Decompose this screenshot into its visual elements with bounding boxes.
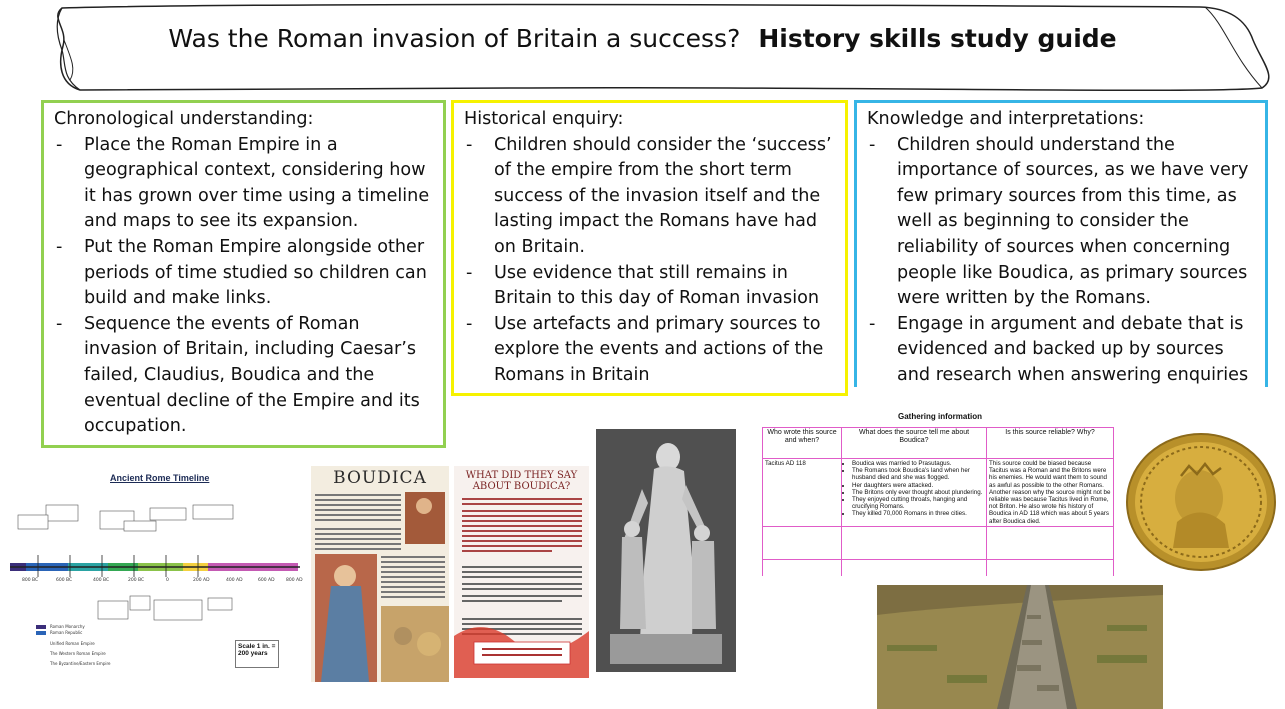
roman-road-photo xyxy=(877,585,1163,709)
axis-tick-label: 800 AD xyxy=(286,578,303,583)
axis-tick-label: 800 BC xyxy=(22,578,39,583)
table-cell-reliable: This source could be biased because Tacitus was a Roman and the Britons were his enemies. He would want them to sound as awful as possible to the other Romans. Another reason why the source might not be reliable was because Tacitus lived in Rome, not Briton. He also wrote his history of Boudica in AD 118 which was about 5 years after Boudica died. xyxy=(987,459,1114,527)
chronological-list xyxy=(54,133,433,440)
list-item: - Sequence the events of Roman invasion of Britain, including Caesar’s failed, Claudius, Boudica and the eventual decline of the Empire and its occupation. xyxy=(54,312,433,440)
list-item: • They killed 70,000 Romans in three cities. xyxy=(852,510,984,517)
column-header: Is this source reliable? Why? xyxy=(987,428,1114,459)
knowledge-heading: Knowledge and interpretations: xyxy=(867,109,1145,129)
legend-entry: Roman Monarchy xyxy=(50,624,85,629)
axis-tick-label: 400 BC xyxy=(93,578,110,583)
knowledge-interpretations-box xyxy=(854,100,1268,387)
boudica-statue-photo xyxy=(596,429,736,672)
gathering-title: Gathering information xyxy=(898,412,982,421)
legend-entry: The Byzantine/Eastern Empire xyxy=(50,661,111,666)
table-row xyxy=(763,526,1114,559)
what-did-they-say-graphic xyxy=(454,466,589,678)
legend-entry: The Western Roman Empire xyxy=(50,651,106,656)
list-item: • The Britons only ever thought about plundering. xyxy=(852,489,984,496)
roman-timeline-image xyxy=(8,465,304,709)
list-item: - Put the Roman Empire alongside other periods of time studied so children can build and make links. xyxy=(54,235,433,312)
list-item: • Boudica was married to Prasutagus. xyxy=(852,460,984,467)
list-item: - Use evidence that still remains in Britain to this day of Roman invasion xyxy=(464,261,835,312)
road-graphic xyxy=(877,585,1163,709)
knowledge-list xyxy=(867,133,1255,389)
historical-enquiry-box xyxy=(451,100,848,396)
axis-tick-label: 400 AD xyxy=(226,578,243,583)
list-item: • Her daughters were attacked. xyxy=(852,482,984,489)
coin-graphic xyxy=(1125,432,1277,572)
chronological-understanding-box xyxy=(41,100,446,448)
list-item: • The Romans took Boudica’s land when her husband died and she was flogged. xyxy=(852,467,984,481)
column-header: What does the source tell me about Boudica? xyxy=(842,428,987,459)
table-header-row xyxy=(763,428,1114,459)
list-item: • They enjoyed cutting throats, hanging and crucifying Romans. xyxy=(852,496,984,510)
what-did-they-say-heading: WHAT DID THEY SAY ABOUT BOUDICA? xyxy=(465,470,578,492)
list-item: - Children should consider the ‘success’ of the empire from the short term success of the invasion itself and the lasting impact the Romans have had on Britain. xyxy=(464,133,835,261)
gathering-table xyxy=(762,427,1114,576)
list-item: - Engage in argument and debate that is evidenced and backed up by sources and research when answering enquiries xyxy=(867,312,1255,389)
page-subtitle: History skills study guide xyxy=(758,24,1117,53)
statue-graphic xyxy=(596,429,736,672)
table-cell-what xyxy=(842,459,987,527)
legend-entry: Roman Republic xyxy=(50,630,83,635)
enquiry-list xyxy=(464,133,835,389)
page-title-main: Was the Roman invasion of Britain a success? xyxy=(168,24,741,53)
table-row xyxy=(763,459,1114,527)
gathering-information-worksheet xyxy=(760,408,1120,576)
timeline-scale-box: Scale 1 in. = 200 years xyxy=(235,640,279,668)
axis-tick-label: 200 AD xyxy=(193,578,210,583)
axis-tick-label: 0 xyxy=(166,578,169,583)
legend-entry: Unified Roman Empire xyxy=(50,641,95,646)
table-row xyxy=(763,559,1114,576)
list-item: - Children should understand the importance of sources, as we have very few primary sources from this time, as well as beginning to consider the reliability of sources when concerning people like Boudica, as primary sources were written by the Romans. xyxy=(867,133,1255,312)
axis-tick-label: 200 BC xyxy=(128,578,145,583)
enquiry-heading: Historical enquiry: xyxy=(464,109,624,129)
table-cell-who: Tacitus AD 118 xyxy=(763,459,842,527)
axis-tick-label: 600 BC xyxy=(56,578,73,583)
boudica-poster-image xyxy=(311,466,449,682)
boudica-poster-heading: BOUDICA xyxy=(333,468,427,488)
boudica-poster-graphic xyxy=(311,466,449,682)
page-title xyxy=(0,24,1285,53)
timeline-title: Ancient Rome Timeline xyxy=(110,473,210,483)
chronological-heading: Chronological understanding: xyxy=(54,109,314,129)
axis-tick-label: 600 AD xyxy=(258,578,275,583)
timeline-graphic xyxy=(8,465,304,709)
column-header: Who wrote this source and when? xyxy=(763,428,842,459)
roman-gold-coin-image xyxy=(1125,432,1277,572)
list-item: - Use artefacts and primary sources to explore the events and actions of the Romans in Britain xyxy=(464,312,835,389)
list-item: - Place the Roman Empire in a geographical context, considering how it has grown over time using a timeline and maps to see its expansion. xyxy=(54,133,433,235)
what-did-they-say-poster-image xyxy=(454,466,589,678)
